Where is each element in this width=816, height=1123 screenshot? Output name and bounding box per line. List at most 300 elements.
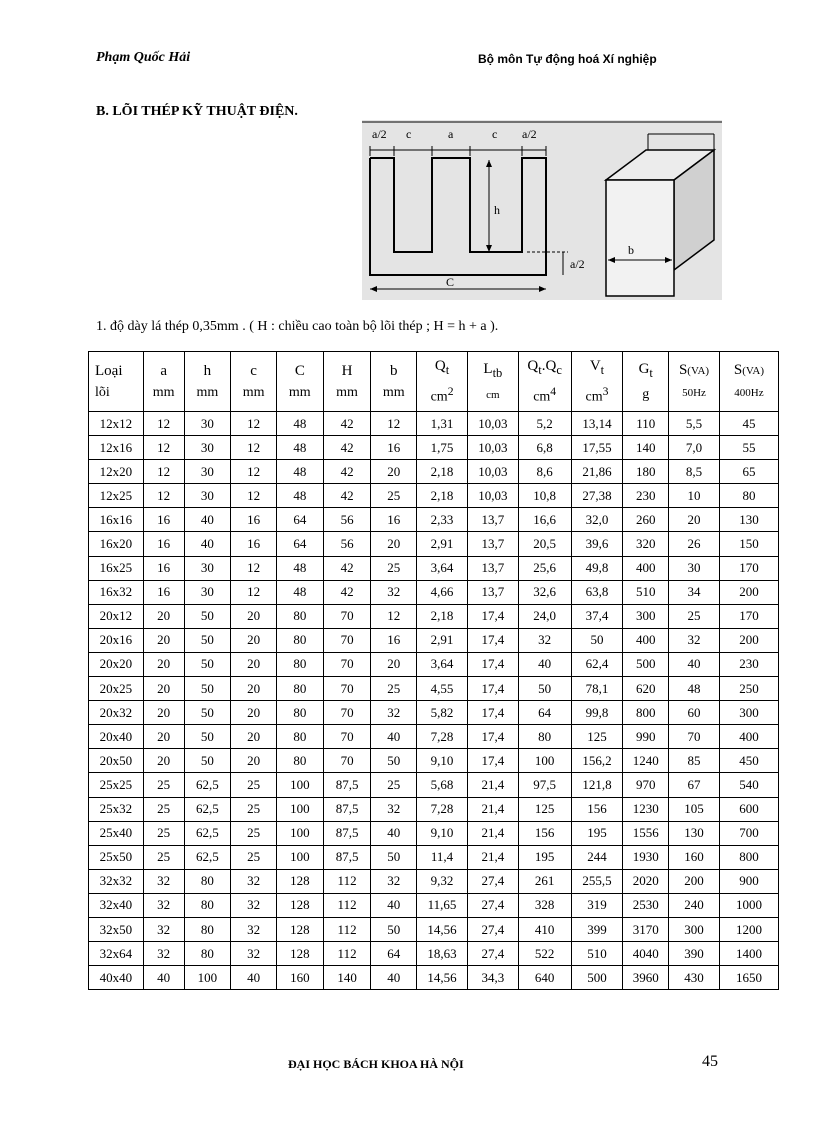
table-row (89, 580, 779, 604)
table-cell: 12 (231, 460, 277, 484)
table-row (89, 460, 779, 484)
table-cell: 80 (276, 604, 323, 628)
table-row (89, 556, 779, 580)
table-cell: 10,03 (467, 460, 518, 484)
table-cell: 20 (143, 604, 184, 628)
table-cell: 13,7 (467, 556, 518, 580)
table-cell: 1000 (719, 893, 778, 917)
table-cell: 3,64 (417, 652, 468, 676)
table-cell: 2,33 (417, 508, 468, 532)
table-cell: 32,6 (518, 580, 571, 604)
table-cell: 64 (276, 532, 323, 556)
label-c-left: c (406, 127, 412, 141)
table-cell: 50 (184, 725, 231, 749)
table-cell: 390 (669, 942, 720, 966)
table-cell: 20 (143, 628, 184, 652)
table-cell: 130 (669, 821, 720, 845)
table-cell: 7,28 (417, 797, 468, 821)
table-cell: 32 (371, 701, 417, 725)
table-cell: 40 (371, 725, 417, 749)
table-row (89, 652, 779, 676)
table-cell: 25 (231, 821, 277, 845)
table-cell: 1200 (719, 917, 778, 941)
table-cell: 20x25 (89, 677, 144, 701)
table-cell: 105 (669, 797, 720, 821)
table-cell: 399 (571, 917, 623, 941)
table-cell: 50 (184, 749, 231, 773)
table-cell: 300 (623, 604, 669, 628)
table-cell: 25 (231, 797, 277, 821)
table-cell: 21,4 (467, 797, 518, 821)
table-cell: 156,2 (571, 749, 623, 773)
table-cell: 50 (184, 604, 231, 628)
table-cell: 12 (143, 460, 184, 484)
table-cell: 30 (669, 556, 720, 580)
table-row (89, 893, 779, 917)
table-cell: 200 (719, 628, 778, 652)
table-cell: 990 (623, 725, 669, 749)
table-cell: 16 (143, 580, 184, 604)
table-cell: 500 (623, 652, 669, 676)
table-cell: 1930 (623, 845, 669, 869)
table-cell: 10,8 (518, 484, 571, 508)
table-cell: 48 (276, 412, 323, 436)
table-cell: 21,4 (467, 821, 518, 845)
table-row (89, 773, 779, 797)
table-cell: 160 (276, 966, 323, 990)
table-cell: 1400 (719, 942, 778, 966)
table-cell: 3170 (623, 917, 669, 941)
table-cell: 800 (719, 845, 778, 869)
table-cell: 20 (231, 725, 277, 749)
table-cell: 500 (571, 966, 623, 990)
label-C: C (446, 275, 455, 289)
table-cell: 70 (323, 652, 371, 676)
table-cell: 12 (371, 604, 417, 628)
col-header: Loại lõi (89, 352, 144, 412)
table-cell: 16 (231, 508, 277, 532)
table-cell: 12 (231, 484, 277, 508)
table-cell: 37,4 (571, 604, 623, 628)
table-cell: 100 (276, 797, 323, 821)
table-row (89, 749, 779, 773)
col-header: $Q_t$ $cm^2$ (417, 352, 468, 412)
table-cell: 2,91 (417, 628, 468, 652)
table-cell: 40 (143, 966, 184, 990)
table-cell: 14,56 (417, 966, 468, 990)
table-cell: 25 (231, 773, 277, 797)
table-cell: 17,4 (467, 652, 518, 676)
table-cell: 13,7 (467, 580, 518, 604)
table-cell: 20x50 (89, 749, 144, 773)
table-cell: 244 (571, 845, 623, 869)
table-cell: 32 (231, 942, 277, 966)
table-cell: 55 (719, 436, 778, 460)
table-cell: 112 (323, 893, 371, 917)
table-cell: 48 (276, 436, 323, 460)
table-cell: 64 (371, 942, 417, 966)
table-cell: 32 (371, 797, 417, 821)
table-cell: 12 (231, 580, 277, 604)
table-cell: 80 (276, 628, 323, 652)
table-cell: 25 (143, 821, 184, 845)
core-spec-table (88, 351, 779, 990)
table-cell: 50 (184, 652, 231, 676)
table-cell: 130 (719, 508, 778, 532)
table-cell: 20 (371, 460, 417, 484)
table-cell: 2,91 (417, 532, 468, 556)
table-cell: 5,68 (417, 773, 468, 797)
table-cell: 50 (371, 917, 417, 941)
table-cell: 128 (276, 942, 323, 966)
table-cell: 970 (623, 773, 669, 797)
table-cell: 20 (231, 628, 277, 652)
table-cell: 87,5 (323, 845, 371, 869)
table-cell: 3,64 (417, 556, 468, 580)
table-cell: 80 (276, 701, 323, 725)
table-cell: 48 (669, 677, 720, 701)
page-number: 45 (702, 1053, 718, 1070)
table-cell: 1,31 (417, 412, 468, 436)
table-cell: 1,75 (417, 436, 468, 460)
table-cell: 48 (276, 580, 323, 604)
table-cell: 12 (231, 556, 277, 580)
table-cell: 1556 (623, 821, 669, 845)
table-cell: 87,5 (323, 773, 371, 797)
table-cell: 5,5 (669, 412, 720, 436)
table-cell: 13,7 (467, 508, 518, 532)
label-a-half-right: a/2 (522, 127, 537, 141)
table-cell: 30 (184, 484, 231, 508)
table-cell: 12 (143, 484, 184, 508)
table-cell: 100 (518, 749, 571, 773)
table-cell: 1230 (623, 797, 669, 821)
label-a-half-bottom: a/2 (570, 257, 585, 271)
table-cell: 16x32 (89, 580, 144, 604)
table-cell: 27,4 (467, 869, 518, 893)
table-cell: 11,65 (417, 893, 468, 917)
table-cell: 80 (276, 725, 323, 749)
table-cell: 10,03 (467, 412, 518, 436)
col-header: h mm (184, 352, 231, 412)
table-cell: 4040 (623, 942, 669, 966)
table-cell: 16 (371, 628, 417, 652)
table-cell: 50 (184, 677, 231, 701)
table-cell: 21,4 (467, 773, 518, 797)
table-cell: 48 (276, 484, 323, 508)
table-cell: 8,6 (518, 460, 571, 484)
table-cell: 20 (231, 749, 277, 773)
table-cell: 25x25 (89, 773, 144, 797)
table-cell: 700 (719, 821, 778, 845)
table-cell: 40 (371, 821, 417, 845)
table-cell: 16 (143, 532, 184, 556)
table-cell: 34,3 (467, 966, 518, 990)
table-cell: 87,5 (323, 821, 371, 845)
table-cell: 125 (571, 725, 623, 749)
table-cell: 42 (323, 484, 371, 508)
table-cell: 1240 (623, 749, 669, 773)
col-header: S(VA) 50Hz (669, 352, 720, 412)
table-cell: 17,4 (467, 701, 518, 725)
table-cell: 400 (623, 556, 669, 580)
table-cell: 140 (323, 966, 371, 990)
table-cell: 12 (231, 412, 277, 436)
table-cell: 50 (518, 677, 571, 701)
table-cell: 80 (719, 484, 778, 508)
table-cell: 80 (276, 652, 323, 676)
table-cell: 80 (184, 893, 231, 917)
table-cell: 128 (276, 869, 323, 893)
table-cell: 100 (276, 773, 323, 797)
table-cell: 78,1 (571, 677, 623, 701)
table-cell: 56 (323, 532, 371, 556)
table-cell: 4,66 (417, 580, 468, 604)
table-cell: 25 (371, 556, 417, 580)
table-row (89, 677, 779, 701)
table-cell: 320 (623, 532, 669, 556)
table-cell: 450 (719, 749, 778, 773)
table-cell: 80 (276, 677, 323, 701)
table-cell: 170 (719, 556, 778, 580)
label-a-half-left: a/2 (372, 127, 387, 141)
table-cell: 40 (184, 508, 231, 532)
table-cell: 10 (669, 484, 720, 508)
table-cell: 13,7 (467, 532, 518, 556)
table-cell: 32 (669, 628, 720, 652)
table-cell: 112 (323, 869, 371, 893)
table-cell: 200 (719, 580, 778, 604)
table-cell: 62,5 (184, 821, 231, 845)
table-cell: 319 (571, 893, 623, 917)
table-cell: 25 (143, 845, 184, 869)
table-cell: 25 (371, 677, 417, 701)
table-cell: 40 (371, 893, 417, 917)
header-department: Bộ môn Tự động hoá Xí nghiệp (478, 52, 657, 66)
table-cell: 300 (719, 701, 778, 725)
table-cell: 112 (323, 917, 371, 941)
table-cell: 20 (371, 652, 417, 676)
table-cell: 12x16 (89, 436, 144, 460)
label-h: h (494, 203, 500, 217)
table-cell: 14,56 (417, 917, 468, 941)
table-cell: 16x25 (89, 556, 144, 580)
table-cell: 510 (571, 942, 623, 966)
table-cell: 100 (276, 821, 323, 845)
table-row (89, 725, 779, 749)
table-cell: 430 (669, 966, 720, 990)
table-cell: 100 (184, 966, 231, 990)
table-cell: 62,4 (571, 652, 623, 676)
table-cell: 32 (143, 869, 184, 893)
table-cell: 16,6 (518, 508, 571, 532)
table-cell: 25 (371, 773, 417, 797)
table-cell: 20x16 (89, 628, 144, 652)
table-cell: 49,8 (571, 556, 623, 580)
header-author: Phạm Quốc Hải (96, 50, 191, 65)
table-cell: 42 (323, 580, 371, 604)
table-cell: 522 (518, 942, 571, 966)
table-cell: 20x32 (89, 701, 144, 725)
table-cell: 25 (143, 773, 184, 797)
table-row (89, 942, 779, 966)
table-cell: 42 (323, 436, 371, 460)
table-cell: 20 (231, 677, 277, 701)
table-cell: 17,55 (571, 436, 623, 460)
table-cell: 17,4 (467, 725, 518, 749)
table-cell: 24,0 (518, 604, 571, 628)
table-cell: 3960 (623, 966, 669, 990)
table-cell: 170 (719, 604, 778, 628)
table-cell: 21,4 (467, 845, 518, 869)
table-cell: 230 (719, 652, 778, 676)
table-cell: 50 (184, 701, 231, 725)
table-cell: 50 (371, 749, 417, 773)
table-cell: 70 (323, 677, 371, 701)
table-row (89, 436, 779, 460)
table-cell: 121,8 (571, 773, 623, 797)
table-cell: 32 (231, 869, 277, 893)
table-cell: 99,8 (571, 701, 623, 725)
table-cell: 30 (184, 436, 231, 460)
col-header: a mm (143, 352, 184, 412)
table-cell: 156 (571, 797, 623, 821)
table-cell: 20 (143, 652, 184, 676)
table-cell: 261 (518, 869, 571, 893)
table-cell: 17,4 (467, 604, 518, 628)
table-cell: 2020 (623, 869, 669, 893)
table-cell: 17,4 (467, 677, 518, 701)
table-cell: 70 (323, 628, 371, 652)
label-c-right: c (492, 127, 498, 141)
table-row (89, 484, 779, 508)
table-cell: 27,4 (467, 893, 518, 917)
table-cell: 250 (719, 677, 778, 701)
table-cell: 80 (184, 942, 231, 966)
col-header: $L_{tb}$ cm (467, 352, 518, 412)
table-cell: 1650 (719, 966, 778, 990)
table-cell: 40 (371, 966, 417, 990)
table-cell: 32 (143, 917, 184, 941)
table-cell: 64 (518, 701, 571, 725)
table-row (89, 628, 779, 652)
table-cell: 63,8 (571, 580, 623, 604)
table-cell: 20 (143, 749, 184, 773)
table-cell: 600 (719, 797, 778, 821)
table-cell: 400 (623, 628, 669, 652)
col-header: c mm (231, 352, 277, 412)
table-cell: 87,5 (323, 797, 371, 821)
table-cell: 30 (184, 412, 231, 436)
table-cell: 32x32 (89, 869, 144, 893)
table-cell: 12 (371, 412, 417, 436)
section-title: B. LÕI THÉP KỸ THUẬT ĐIỆN. (96, 104, 298, 119)
table-cell: 30 (184, 556, 231, 580)
table-cell: 16 (143, 508, 184, 532)
table-cell: 27,4 (467, 942, 518, 966)
label-b: b (628, 243, 634, 257)
table-cell: 65 (719, 460, 778, 484)
table-cell: 140 (623, 436, 669, 460)
table-cell: 34 (669, 580, 720, 604)
table-cell: 156 (518, 821, 571, 845)
table-cell: 40 (231, 966, 277, 990)
table-row (89, 821, 779, 845)
table-cell: 800 (623, 701, 669, 725)
table-cell: 260 (623, 508, 669, 532)
table-cell: 30 (184, 580, 231, 604)
table-cell: 150 (719, 532, 778, 556)
table-cell: 25x32 (89, 797, 144, 821)
table-row (89, 917, 779, 941)
table-cell: 70 (323, 725, 371, 749)
table-cell: 16x20 (89, 532, 144, 556)
table-row (89, 845, 779, 869)
col-header: H mm (323, 352, 371, 412)
table-cell: 16x16 (89, 508, 144, 532)
table-cell: 32x50 (89, 917, 144, 941)
table-cell: 64 (276, 508, 323, 532)
table-cell: 2,18 (417, 460, 468, 484)
table-cell: 80 (276, 749, 323, 773)
table-cell: 80 (184, 917, 231, 941)
table-cell: 42 (323, 556, 371, 580)
table-cell: 48 (276, 556, 323, 580)
table-cell: 540 (719, 773, 778, 797)
table-cell: 125 (518, 797, 571, 821)
table-cell: 12 (231, 436, 277, 460)
table-cell: 32 (143, 893, 184, 917)
table-cell: 300 (669, 917, 720, 941)
table-cell: 26 (669, 532, 720, 556)
table-row (89, 532, 779, 556)
table-cell: 12x25 (89, 484, 144, 508)
table-cell: 5,82 (417, 701, 468, 725)
table-cell: 410 (518, 917, 571, 941)
table-cell: 25x50 (89, 845, 144, 869)
table-cell: 20 (231, 652, 277, 676)
table-cell: 25x40 (89, 821, 144, 845)
table-cell: 12 (143, 412, 184, 436)
table-cell: 27,38 (571, 484, 623, 508)
table-cell: 620 (623, 677, 669, 701)
col-header: $Q_t.Q_c$ $cm^4$ (518, 352, 571, 412)
note-text: 1. độ dày lá thép 0,35mm . ( H : chiều cao toàn bộ lõi thép ; H = h + a ). (96, 319, 499, 334)
table-cell: 6,8 (518, 436, 571, 460)
table-cell: 80 (518, 725, 571, 749)
table-header-row (89, 352, 779, 412)
table-cell: 640 (518, 966, 571, 990)
col-header: $V_t$ $cm^3$ (571, 352, 623, 412)
table-cell: 240 (669, 893, 720, 917)
table-cell: 25 (669, 604, 720, 628)
table-cell: 62,5 (184, 797, 231, 821)
table-cell: 32 (371, 580, 417, 604)
table-cell: 8,5 (669, 460, 720, 484)
table-cell: 2530 (623, 893, 669, 917)
table-cell: 40 (669, 652, 720, 676)
table-cell: 70 (323, 701, 371, 725)
table-cell: 21,86 (571, 460, 623, 484)
table-cell: 112 (323, 942, 371, 966)
table-cell: 2,18 (417, 484, 468, 508)
table-cell: 9,10 (417, 749, 468, 773)
table-cell: 42 (323, 412, 371, 436)
table-cell: 400 (719, 725, 778, 749)
table-cell: 5,2 (518, 412, 571, 436)
table-cell: 16 (231, 532, 277, 556)
table-cell: 7,28 (417, 725, 468, 749)
